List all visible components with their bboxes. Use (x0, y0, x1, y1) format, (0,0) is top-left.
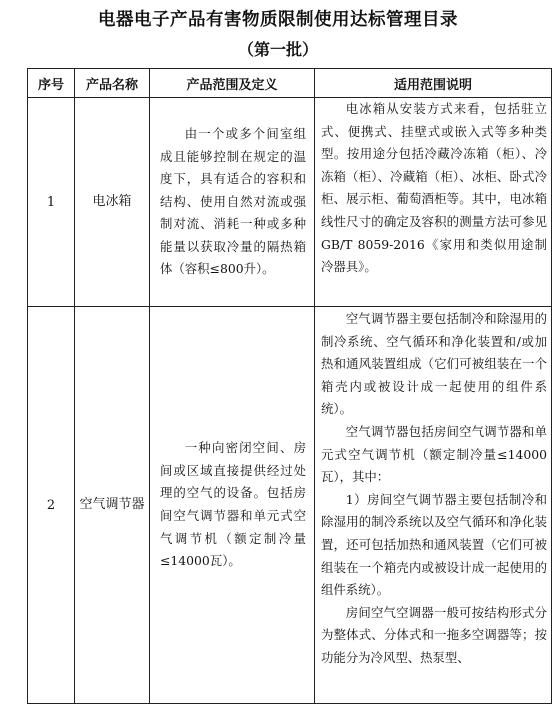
document-title: 电器电子产品有害物质限制使用达标管理目录 (98, 10, 458, 30)
product-name: 空气调节器 (75, 307, 150, 704)
table-row (28, 98, 552, 307)
row-number: 1 (28, 98, 75, 307)
product-definition: 一种向密闭空间、房间或区域直接提供经过处理的空气的设备。包括房间空气调节器和单元式空气调节机（额定制冷量≤14000瓦）。 (150, 307, 315, 704)
header-product-name: 产品名称 (75, 69, 150, 98)
scope-description (315, 307, 552, 704)
scope-paragraph: 空气调节器主要包括制冷和除湿用的制冷系统、空气循环和净化装置和/或加热和通风装置组成（它们可被组装在一个箱壳内或被设计成一起使用的组件系统）。 (321, 311, 547, 417)
product-name: 电冰箱 (75, 98, 150, 307)
product-definition: 由一个或多个间室组成且能够控制在规定的温度下，具有适合的容积和结构、使用自然对流或强制对流、消耗一种或多种能量以获取冷量的隔热箱体（容积≤800升）。 (150, 98, 315, 307)
row-number: 2 (28, 307, 75, 704)
table-header-row (28, 69, 552, 98)
scope-paragraph: 电冰箱从安装方式来看，包括驻立式、便携式、挂壁式或嵌入式等多种类型。按用途分包括冷藏冷冻箱（柜）、冷冻箱（柜）、冷藏箱（柜）、冰柜、卧式冷柜、展示柜、葡萄酒柜等。其中，电冰箱线性尺寸的确定及容积的测量方法可参见GB/T 8059-2016《家用和类似用途制冷器具》。 (321, 101, 547, 275)
scope-description (315, 98, 552, 307)
header-scope: 适用范围说明 (315, 69, 552, 98)
header-definition: 产品范围及定义 (150, 69, 315, 98)
scope-paragraph: 房间空气空调器一般可按结构形式分为整体式、分体式和一拖多空调器等；按功能分为冷风型、热泵型、 (321, 604, 547, 665)
header-no: 序号 (28, 69, 75, 98)
scope-paragraph: 空气调节器包括房间空气调节器和单元式空气调节机（额定制冷量≤14000瓦），其中： (321, 423, 547, 485)
scope-paragraph: 1）房间空气调节器主要包括制冷和除湿用的制冷系统以及空气循环和净化装置，还可包括加热和通风装置（它们可被组装在一个箱壳内或被设计成一起使用的组件系统）。 (321, 491, 547, 598)
table-row (28, 307, 552, 704)
catalog-table (27, 68, 552, 704)
document-subtitle: （第一批） (237, 40, 318, 59)
